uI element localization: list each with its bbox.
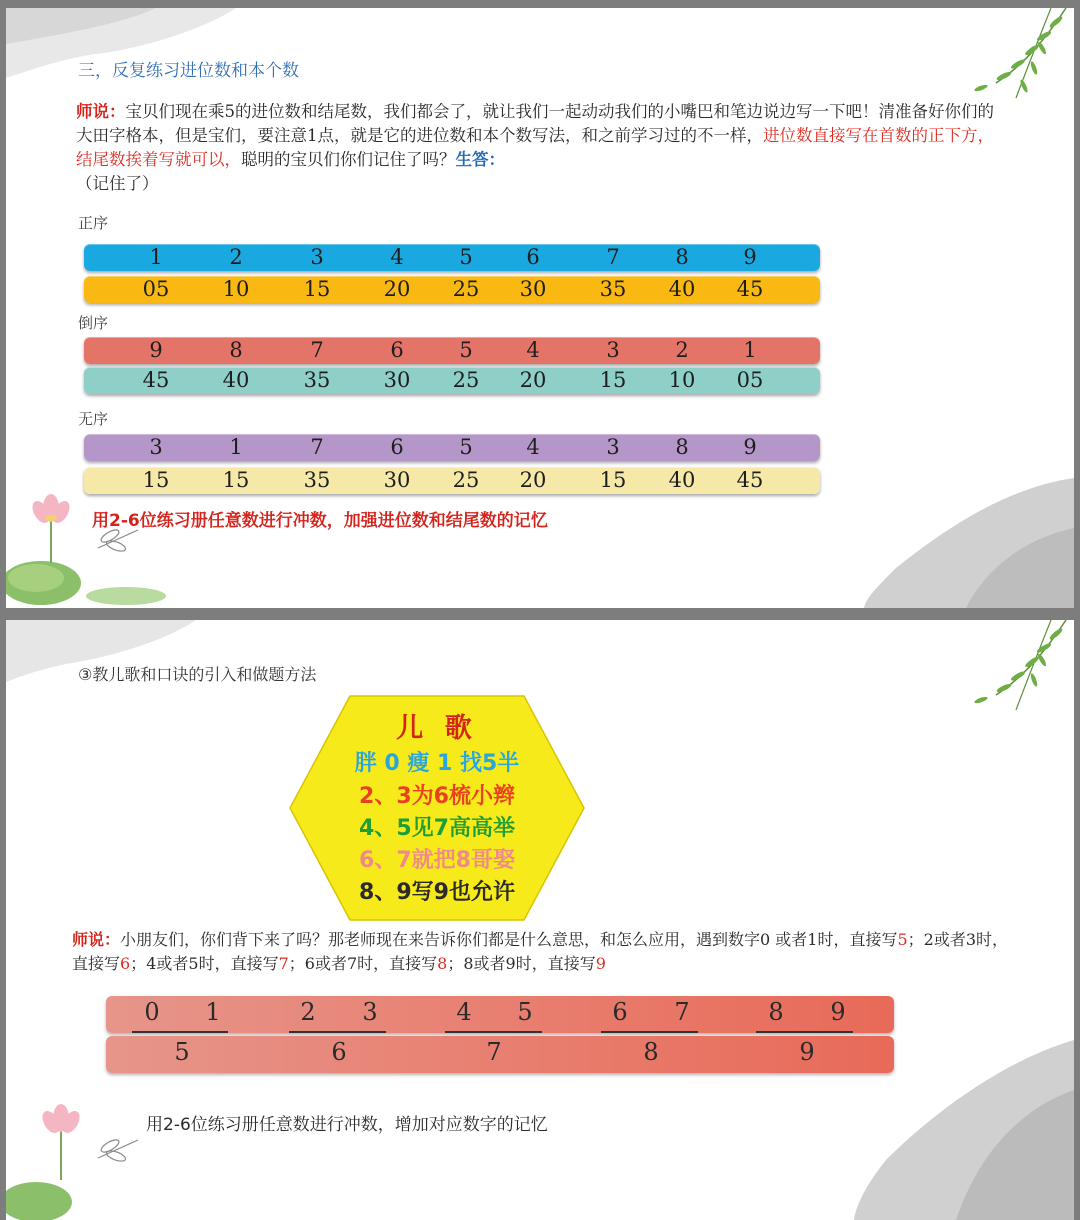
instruction-text: 宝贝们现在乘5的进位数和结尾数，我们都会了，就让我们一起动动我们的小嘴巴和笔边说边写一下吧！清准备好你们的大田字格本，但是宝们，要注意1点，就是它的进位数和本个数写法，和之前学习过的不一样， <box>76 102 994 145</box>
value-8: 8 <box>437 954 448 973</box>
number-cell: 05 <box>142 277 170 301</box>
product-bar-random <box>84 467 820 494</box>
rhyme-line-2: 2、3为6梳小辫 <box>359 784 515 809</box>
number-cell: 20 <box>383 277 411 301</box>
number-cell: 30 <box>383 468 411 492</box>
teacher-instruction <box>76 100 996 196</box>
pair-result: 6 <box>331 1038 347 1066</box>
slide-rhyme-method <box>6 620 1074 1220</box>
number-cell: 30 <box>383 368 411 392</box>
number-cell: 25 <box>452 277 480 301</box>
value-5: 5 <box>897 930 908 949</box>
section-heading: 三，反复练习进位数和本个数 <box>78 61 299 81</box>
number-cell: 45 <box>142 368 170 392</box>
number-cell: 45 <box>736 277 764 301</box>
number-cell: 15 <box>303 277 331 301</box>
number-cell: 20 <box>519 468 547 492</box>
instruction-highlight: 进位数直接写在首数的正下方，结尾数挨着写就可以， <box>76 126 994 169</box>
number-cell: 3 <box>606 435 620 459</box>
number-cell: 3 <box>149 435 163 459</box>
explanation-text-2: ；2或者3时，直接写 <box>72 930 1009 973</box>
number-cell: 35 <box>599 277 627 301</box>
number-cell: 45 <box>736 468 764 492</box>
pair-digit-b: 7 <box>674 998 690 1026</box>
fraction-line <box>756 1031 853 1033</box>
number-cell: 7 <box>310 435 324 459</box>
pair-digit-a: 8 <box>768 998 784 1026</box>
student-answer: （记住了） <box>76 174 159 193</box>
value-9: 9 <box>595 954 606 973</box>
number-cell: 40 <box>222 368 250 392</box>
explanation-text-4: ；6或者7时，直接写 <box>288 954 438 973</box>
number-cell: 2 <box>675 338 689 362</box>
pair-result: 5 <box>174 1038 190 1066</box>
teacher-label: 师说： <box>72 930 121 949</box>
number-cell: 5 <box>459 245 473 269</box>
teacher-explanation <box>72 928 1012 976</box>
number-cell: 8 <box>675 245 689 269</box>
number-cell: 1 <box>149 245 163 269</box>
lotus-decoration-icon <box>6 1080 186 1220</box>
product-bar-descending <box>84 367 820 394</box>
number-cell: 6 <box>526 245 540 269</box>
practice-note: 用2-6位练习册任意数进行冲数，增加对应数字的记忆 <box>146 1115 548 1135</box>
explanation-text-3: ；4或者5时，直接写 <box>130 954 279 973</box>
section-heading: ③教儿歌和口诀的引入和做题方法 <box>78 665 317 684</box>
pair-digit-b: 5 <box>517 998 533 1026</box>
number-cell: 7 <box>310 338 324 362</box>
fraction-line <box>289 1031 386 1033</box>
number-cell: 35 <box>303 468 331 492</box>
number-cell: 1 <box>743 338 757 362</box>
pair-digit-b: 1 <box>205 998 221 1026</box>
number-cell: 25 <box>452 468 480 492</box>
pair-digit-a: 6 <box>612 998 628 1026</box>
number-cell: 6 <box>390 338 404 362</box>
product-bar-ascending <box>84 276 820 303</box>
pair-result: 7 <box>486 1038 502 1066</box>
number-cell: 8 <box>675 435 689 459</box>
practice-note: 用2-6位练习册任意数进行冲数，加强进位数和结尾数的记忆 <box>92 511 548 531</box>
number-cell: 20 <box>519 368 547 392</box>
number-cell: 3 <box>310 245 324 269</box>
explanation-text-5: ；8或者9时，直接写 <box>447 954 596 973</box>
number-cell: 3 <box>606 338 620 362</box>
pair-digit-a: 0 <box>144 998 160 1026</box>
value-7: 7 <box>278 954 289 973</box>
number-cell: 8 <box>229 338 243 362</box>
number-cell: 6 <box>390 435 404 459</box>
rhyme-title: 儿 歌 <box>396 713 478 744</box>
lotus-decoration-icon <box>6 478 196 608</box>
fraction-line <box>601 1031 698 1033</box>
instruction-text-2: 聪明的宝贝们你们记住了吗？ <box>241 150 456 169</box>
section-label-random: 无序 <box>78 410 109 428</box>
multiplier-bar-ascending <box>84 244 820 271</box>
teacher-label: 师说： <box>76 102 126 121</box>
slide-carry-practice <box>6 8 1074 608</box>
pair-digit-b: 3 <box>362 998 378 1026</box>
number-cell: 05 <box>736 368 764 392</box>
pair-digit-a: 4 <box>456 998 472 1026</box>
number-cell: 10 <box>668 368 696 392</box>
pair-result: 8 <box>643 1038 659 1066</box>
number-cell: 4 <box>526 435 540 459</box>
number-cell: 40 <box>668 468 696 492</box>
number-cell: 5 <box>459 338 473 362</box>
number-cell: 2 <box>229 245 243 269</box>
student-label: 生答： <box>455 150 505 169</box>
willow-branch-icon <box>956 620 1074 730</box>
number-cell: 9 <box>743 245 757 269</box>
number-cell: 1 <box>229 435 243 459</box>
number-cell: 7 <box>606 245 620 269</box>
rhyme-line-4: 6、7就把8哥娶 <box>359 848 515 873</box>
rhyme-line-3: 4、5见7高高举 <box>359 816 515 841</box>
number-cell: 10 <box>222 277 250 301</box>
number-cell: 5 <box>459 435 473 459</box>
rhyme-hexagon <box>288 694 586 922</box>
number-cell: 25 <box>452 368 480 392</box>
number-cell: 4 <box>390 245 404 269</box>
multiplier-bar-random <box>84 434 820 461</box>
number-cell: 15 <box>142 468 170 492</box>
number-cell: 9 <box>743 435 757 459</box>
fraction-line <box>445 1031 542 1033</box>
value-6: 6 <box>120 954 131 973</box>
multiplier-bar-descending <box>84 337 820 364</box>
rhyme-line-1: 胖 0 瘦 1 找5半 <box>354 751 520 776</box>
explanation-text: 小朋友们，你们背下来了吗？那老师现在来告诉你们都是什么意思，和怎么应用，遇到数字0 或者1时，直接写 <box>120 930 898 949</box>
section-label-ascending: 正序 <box>78 214 109 232</box>
fraction-line <box>132 1031 228 1033</box>
number-cell: 15 <box>599 368 627 392</box>
section-label-descending: 倒序 <box>78 314 109 332</box>
pair-digit-a: 2 <box>300 998 316 1026</box>
number-cell: 4 <box>526 338 540 362</box>
number-cell: 40 <box>668 277 696 301</box>
number-cell: 15 <box>599 468 627 492</box>
number-cell: 15 <box>222 468 250 492</box>
pair-digit-b: 9 <box>830 998 846 1026</box>
number-cell: 30 <box>519 277 547 301</box>
number-cell: 9 <box>149 338 163 362</box>
number-cell: 35 <box>303 368 331 392</box>
rhyme-line-5: 8、9写9也允许 <box>359 880 515 905</box>
pair-result: 9 <box>799 1038 815 1066</box>
